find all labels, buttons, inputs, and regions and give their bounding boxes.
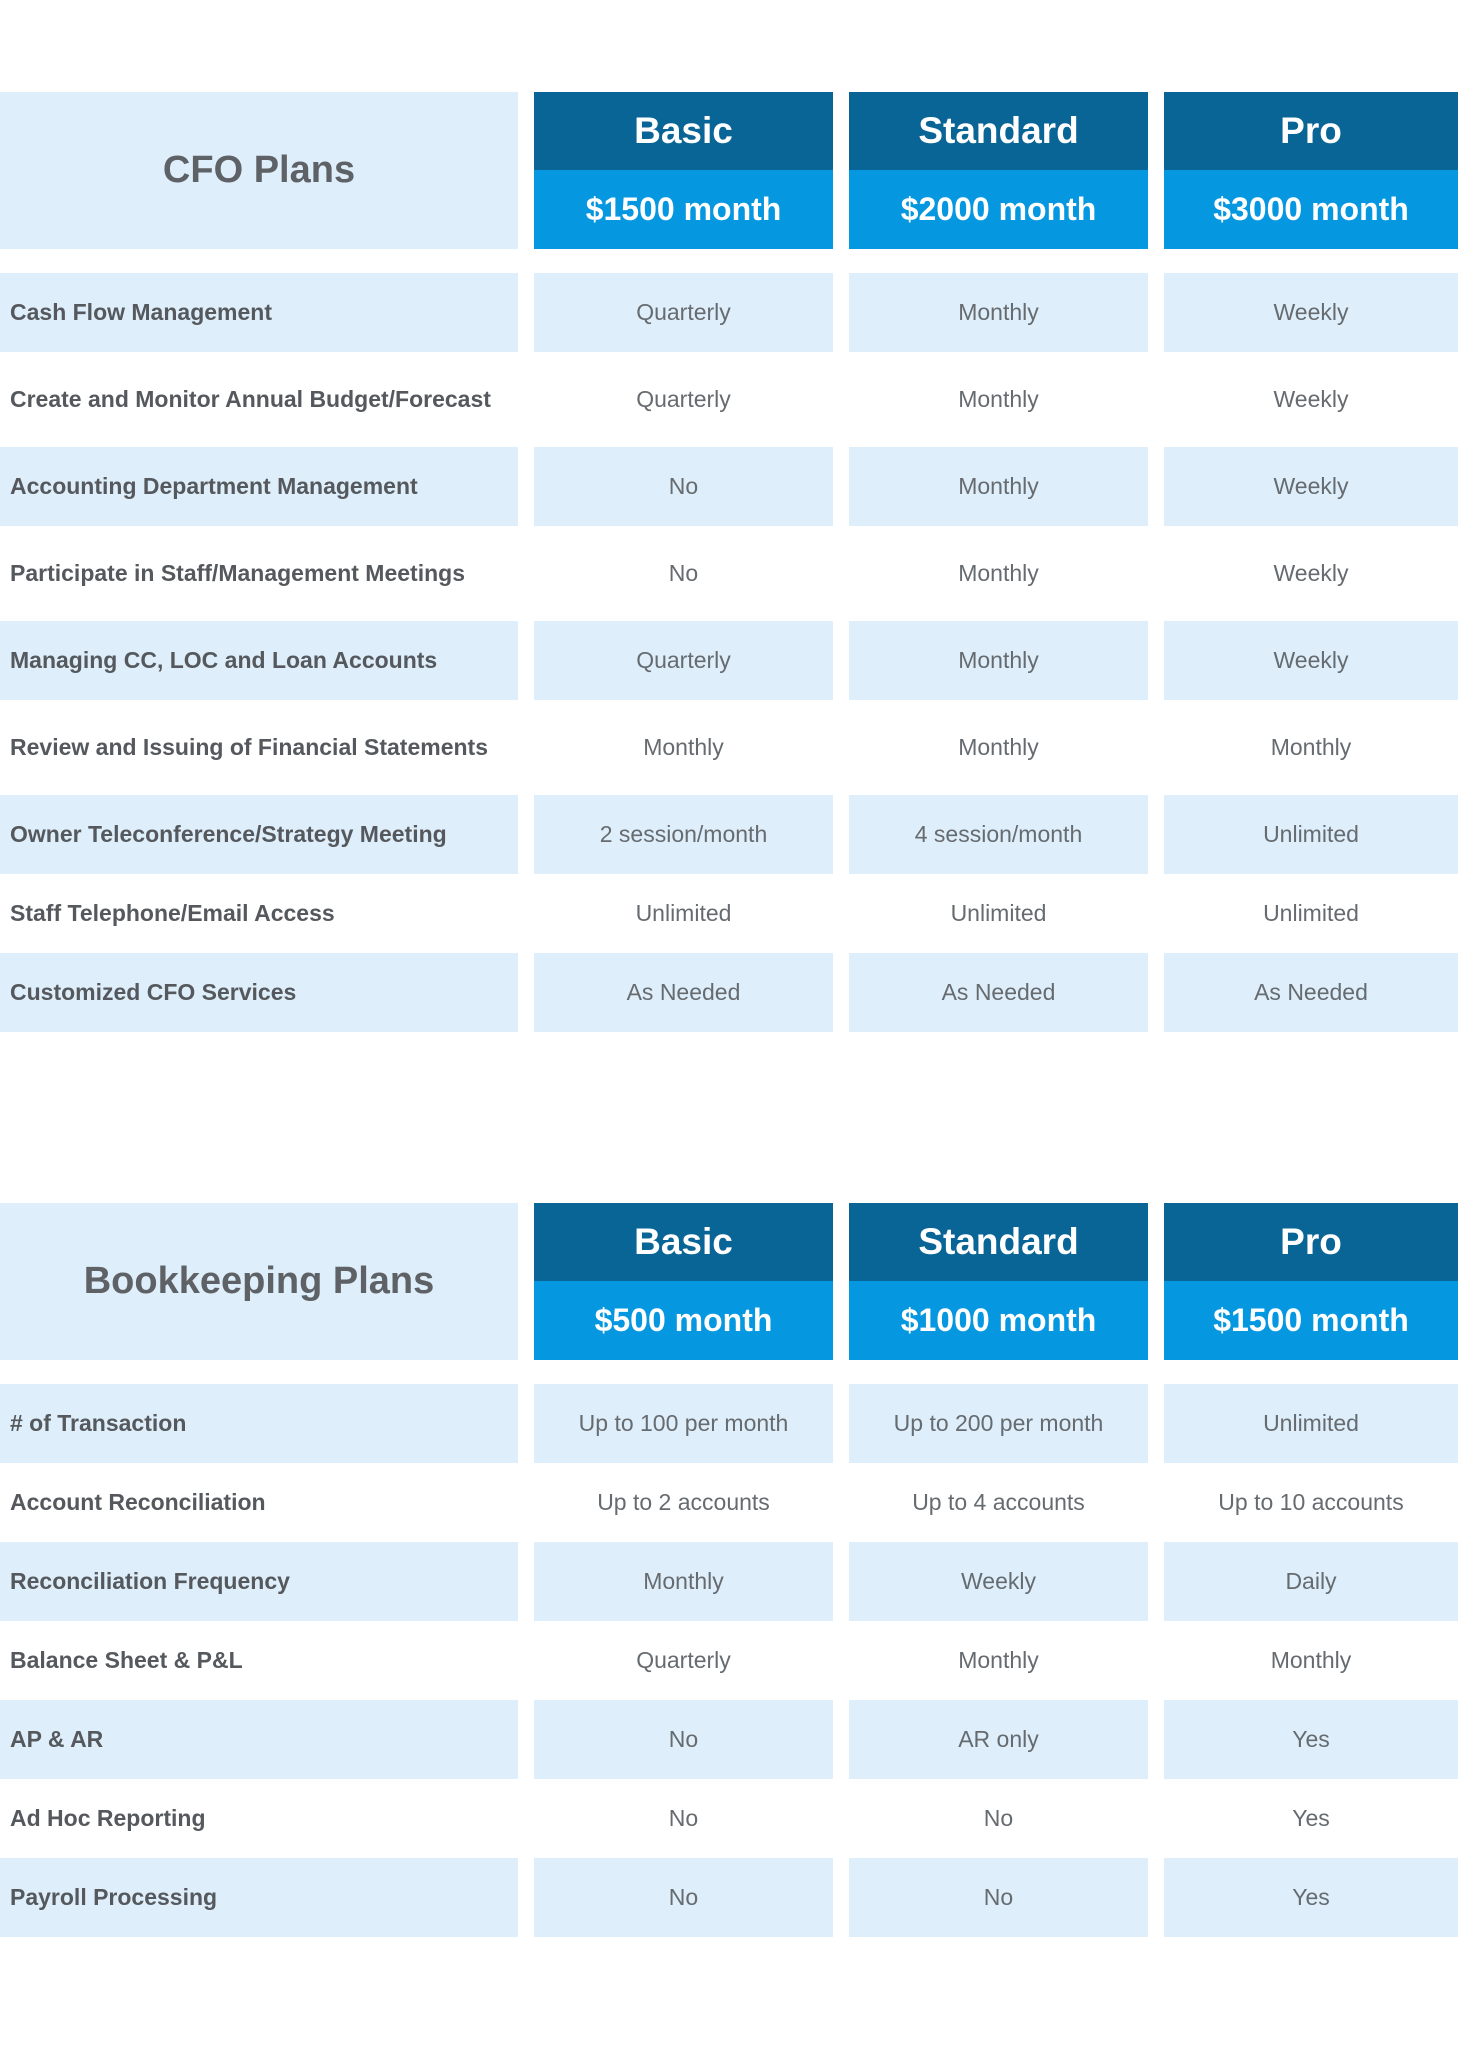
plan-standard-header xyxy=(849,92,1148,249)
standard-value: Monthly xyxy=(958,560,1039,586)
basic-value: No xyxy=(534,1858,833,1937)
table-row xyxy=(0,953,1458,1032)
standard-value: Up to 4 accounts xyxy=(912,1489,1085,1515)
plan-price: $1500 month xyxy=(1164,1281,1458,1360)
pro-value: Yes xyxy=(1292,1805,1330,1831)
pro-value: Unlimited xyxy=(1164,1384,1458,1463)
pro-value: Daily xyxy=(1164,1542,1458,1621)
standard-value: Monthly xyxy=(958,386,1039,412)
plan-price: $500 month xyxy=(534,1281,833,1360)
basic-value: No xyxy=(668,560,699,586)
bookkeeping-plans-table xyxy=(0,1203,1458,1910)
plan-name: Basic xyxy=(534,92,833,170)
standard-value: No xyxy=(849,1858,1148,1937)
feature-label: Balance Sheet & P&L xyxy=(10,1647,243,1673)
feature-label: AP & AR xyxy=(0,1700,518,1779)
plan-price: $2000 month xyxy=(849,170,1148,249)
basic-value: Quarterly xyxy=(636,386,731,412)
plan-pro-header xyxy=(1164,1203,1458,1360)
table-row xyxy=(0,621,1458,700)
basic-value: Up to 100 per month xyxy=(534,1384,833,1463)
table-row xyxy=(0,1621,1458,1700)
basic-value: As Needed xyxy=(534,953,833,1032)
table-row xyxy=(0,1542,1458,1621)
feature-label: Owner Teleconference/Strategy Meeting xyxy=(0,795,518,874)
pro-value: Monthly xyxy=(1270,1647,1352,1673)
table-row xyxy=(0,708,1458,787)
feature-label: Payroll Processing xyxy=(0,1858,518,1937)
table-row xyxy=(0,795,1458,874)
standard-value: 4 session/month xyxy=(849,795,1148,874)
basic-value: Quarterly xyxy=(636,1647,731,1673)
standard-value: Monthly xyxy=(849,621,1148,700)
table-title: CFO Plans xyxy=(0,92,518,249)
basic-value: No xyxy=(534,447,833,526)
pro-value: Yes xyxy=(1164,1700,1458,1779)
standard-value: As Needed xyxy=(849,953,1148,1032)
plan-price: $1000 month xyxy=(849,1281,1148,1360)
cfo-plans-table xyxy=(0,92,1458,1005)
pro-value: Weekly xyxy=(1273,386,1349,412)
feature-label: Accounting Department Management xyxy=(0,447,518,526)
feature-label: # of Transaction xyxy=(0,1384,518,1463)
table-row xyxy=(0,1858,1458,1937)
feature-label: Ad Hoc Reporting xyxy=(10,1805,206,1831)
standard-value: Monthly xyxy=(849,273,1148,352)
plan-basic-header xyxy=(534,92,833,249)
pro-value: Weekly xyxy=(1164,273,1458,352)
pro-value: Unlimited xyxy=(1263,900,1359,926)
pro-value: Yes xyxy=(1164,1858,1458,1937)
basic-value: Quarterly xyxy=(534,273,833,352)
plan-pro-header xyxy=(1164,92,1458,249)
table-row xyxy=(0,360,1458,439)
feature-label: Account Reconciliation xyxy=(10,1489,266,1515)
pro-value: As Needed xyxy=(1164,953,1458,1032)
pro-value: Monthly xyxy=(1270,734,1352,760)
feature-label: Customized CFO Services xyxy=(0,953,518,1032)
basic-value: Monthly xyxy=(534,1542,833,1621)
pro-value: Unlimited xyxy=(1164,795,1458,874)
feature-label: Managing CC, LOC and Loan Accounts xyxy=(0,621,518,700)
table-row xyxy=(0,874,1458,953)
basic-value: Monthly xyxy=(643,734,724,760)
standard-value: Monthly xyxy=(958,734,1039,760)
standard-value: Monthly xyxy=(849,447,1148,526)
basic-value: No xyxy=(668,1805,699,1831)
basic-value: Unlimited xyxy=(635,900,732,926)
plan-price: $3000 month xyxy=(1164,170,1458,249)
table-title: Bookkeeping Plans xyxy=(0,1203,518,1360)
plan-name: Basic xyxy=(534,1203,833,1281)
feature-label: Reconciliation Frequency xyxy=(0,1542,518,1621)
feature-label: Staff Telephone/Email Access xyxy=(10,900,335,926)
plan-price: $1500 month xyxy=(534,170,833,249)
table-row xyxy=(0,273,1458,352)
plan-name: Standard xyxy=(849,1203,1148,1281)
table-row xyxy=(0,447,1458,526)
standard-value: Unlimited xyxy=(950,900,1047,926)
pro-value: Weekly xyxy=(1273,560,1349,586)
standard-value: AR only xyxy=(849,1700,1148,1779)
pro-value: Up to 10 accounts xyxy=(1218,1489,1404,1515)
cfo-plans-header xyxy=(0,92,1458,249)
table-row xyxy=(0,1700,1458,1779)
pro-value: Weekly xyxy=(1164,621,1458,700)
plan-name: Pro xyxy=(1164,92,1458,170)
basic-value: 2 session/month xyxy=(534,795,833,874)
plan-name: Standard xyxy=(849,92,1148,170)
feature-label: Review and Issuing of Financial Statements xyxy=(10,734,489,760)
basic-value: No xyxy=(534,1700,833,1779)
standard-value: Up to 200 per month xyxy=(849,1384,1148,1463)
basic-value: Up to 2 accounts xyxy=(597,1489,770,1515)
plan-standard-header xyxy=(849,1203,1148,1360)
plan-basic-header xyxy=(534,1203,833,1360)
table-row xyxy=(0,1463,1458,1542)
bookkeeping-plans-header xyxy=(0,1203,1458,1360)
table-row xyxy=(0,534,1458,613)
table-row xyxy=(0,1384,1458,1463)
feature-label: Participate in Staff/Management Meetings xyxy=(10,560,465,586)
feature-label: Cash Flow Management xyxy=(0,273,518,352)
standard-value: Weekly xyxy=(849,1542,1148,1621)
table-row xyxy=(0,1779,1458,1858)
standard-value: Monthly xyxy=(958,1647,1039,1673)
pro-value: Weekly xyxy=(1164,447,1458,526)
standard-value: No xyxy=(983,1805,1014,1831)
basic-value: Quarterly xyxy=(534,621,833,700)
plan-name: Pro xyxy=(1164,1203,1458,1281)
feature-label: Create and Monitor Annual Budget/Forecast xyxy=(10,386,491,412)
